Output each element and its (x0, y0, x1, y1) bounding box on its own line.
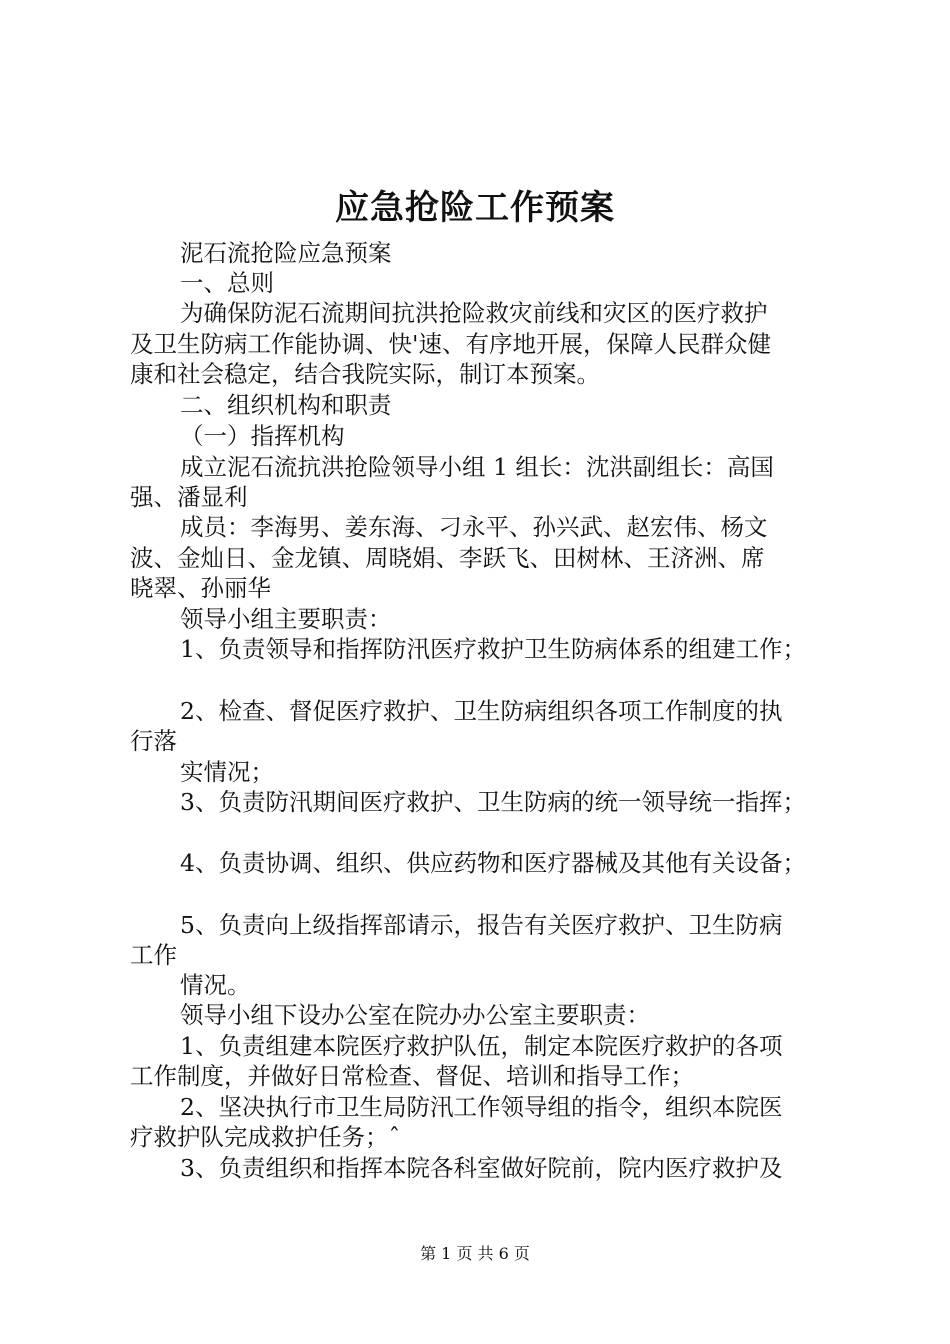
subsection-heading: （一）指挥机构 (180, 422, 345, 450)
list-item: 1、负责领导和指挥防汛医疗救护卫生防病体系的组建工作； (180, 635, 806, 663)
paragraph-line: 行落 (130, 727, 177, 755)
list-item: 3、负责防汛期间医疗救护、卫生防病的统一领导统一指挥； (180, 788, 806, 816)
subtitle: 泥石流抢险应急预案 (180, 239, 392, 267)
list-item: 4、负责协调、组织、供应药物和医疗器械及其他有关设备； (180, 849, 806, 877)
list-item: 1、负责组建本院医疗救护队伍，制定本院医疗救护的各项 (180, 1032, 783, 1060)
section-heading: 二、组织机构和职责 (180, 391, 392, 419)
paragraph-line: 成立泥石流抗洪抢险领导小组 1 组长：沈洪副组长：高国 (180, 453, 774, 481)
paragraph-line: 疗救护队完成救护任务；ˆ (130, 1123, 401, 1151)
section-heading: 一、总则 (180, 269, 274, 297)
paragraph-line: 成员：李海男、姜东海、刁永平、孙兴武、赵宏伟、杨文 (180, 513, 768, 541)
paragraph-line: 波、金灿日、金龙镇、周晓娟、李跃飞、田树林、王济洲、席 (130, 544, 765, 572)
paragraph-line: 及卫生防病工作能协调、快'速、有序地开展，保障人民群众健 (130, 330, 771, 358)
paragraph-line: 情况。 (180, 971, 251, 999)
paragraph-line: 强、潘显利 (130, 483, 248, 511)
paragraph-line: 为确保防泥石流期间抗洪抢险救灾前线和灾区的医疗救护 (180, 299, 768, 327)
paragraph-line: 工作 (130, 941, 177, 969)
paragraph-line: 工作制度，并做好日常检查、督促、培训和指导工作； (130, 1062, 694, 1090)
document-title: 应急抢险工作预案 (335, 188, 615, 228)
paragraph-line: 领导小组主要职责： (180, 605, 392, 633)
paragraph-line: 领导小组下设办公室在院办办公室主要职责： (180, 1001, 650, 1029)
paragraph-line: 晓翠、孙丽华 (130, 574, 271, 602)
list-item: 5、负责向上级指挥部请示，报告有关医疗救护、卫生防病 (180, 911, 783, 939)
paragraph-line: 实情况； (180, 758, 274, 786)
list-item: 2、坚决执行市卫生局防汛工作领导组的指令，组织本院医 (180, 1093, 783, 1121)
paragraph-line: 康和社会稳定，结合我院实际，制订本预案。 (130, 360, 600, 388)
page-indicator: 第 1 页 共 6 页 (420, 1244, 530, 1263)
list-item: 3、负责组织和指挥本院各科室做好院前，院内医疗救护及 (180, 1154, 783, 1182)
list-item: 2、检查、督促医疗救护、卫生防病组织各项工作制度的执 (180, 697, 783, 725)
